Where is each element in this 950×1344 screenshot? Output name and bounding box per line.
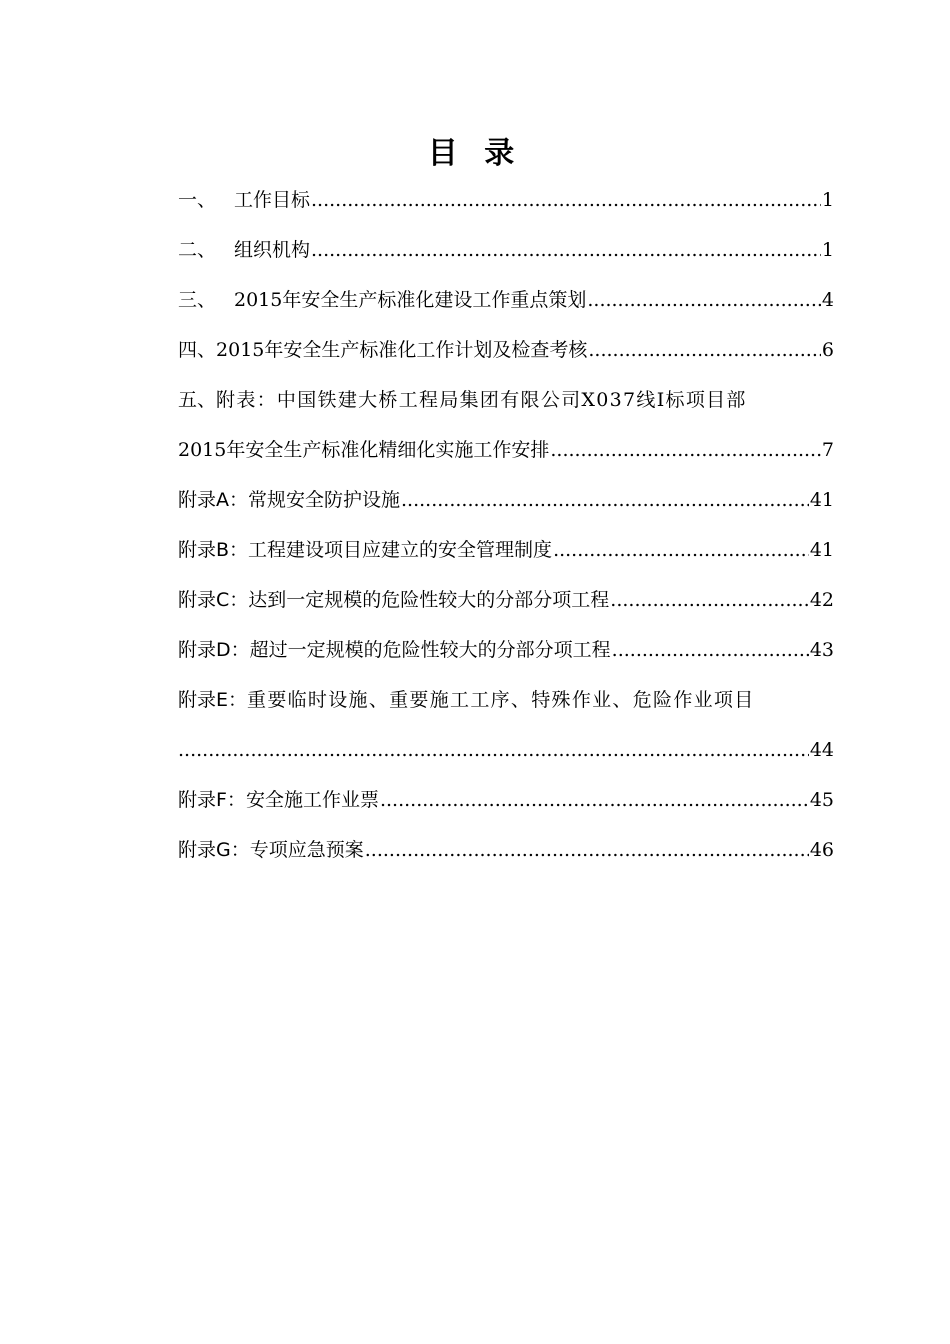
toc-entry-page: 43 bbox=[809, 639, 834, 661]
toc-entry-page: 46 bbox=[809, 839, 834, 861]
toc-entry-number: 四、 bbox=[178, 339, 217, 361]
toc-entry-page: 7 bbox=[821, 439, 834, 461]
dot-leader bbox=[311, 182, 821, 218]
toc-entry-page: 1 bbox=[821, 189, 834, 211]
toc-entry-label: 组织机构 bbox=[234, 239, 311, 261]
toc-entry-1[interactable] bbox=[178, 182, 834, 232]
appendix-prefix: 附录B： bbox=[178, 539, 249, 561]
dot-leader bbox=[311, 232, 821, 268]
toc-entry-label: 常规安全防护设施 bbox=[248, 489, 401, 511]
toc-entry-label: 附表：中国铁建大桥工程局集团有限公司X037线I标项目部 bbox=[216, 389, 747, 411]
toc-appendix-g[interactable] bbox=[178, 832, 834, 882]
toc-entry-page: 6 bbox=[821, 339, 834, 361]
toc-entry-page: 45 bbox=[809, 789, 834, 811]
toc-entry-number: 三、 bbox=[178, 289, 217, 311]
toc-appendix-a[interactable] bbox=[178, 482, 834, 532]
toc-entry-label: 重要临时设施、重要施工工序、特殊作业、危险作业项目 bbox=[247, 689, 755, 711]
dot-leader bbox=[553, 532, 809, 568]
toc-entry-number: 五、 bbox=[178, 389, 217, 411]
toc-entry-label: 安全施工作业票 bbox=[245, 789, 379, 811]
toc-appendix-d[interactable] bbox=[178, 632, 834, 682]
toc-entry-number: 一、 bbox=[178, 189, 217, 211]
appendix-prefix: 附录G： bbox=[178, 839, 250, 861]
page-title: 目 录 bbox=[427, 136, 523, 171]
dot-leader bbox=[401, 482, 809, 518]
dot-leader bbox=[587, 282, 821, 318]
dot-leader bbox=[612, 632, 809, 668]
appendix-prefix: 附录E： bbox=[178, 689, 248, 711]
toc-entry-page: 41 bbox=[809, 539, 834, 561]
toc-appendix-f[interactable] bbox=[178, 782, 834, 832]
toc-entry-3[interactable] bbox=[178, 282, 834, 332]
toc-entry-label: 专项应急预案 bbox=[249, 839, 364, 861]
appendix-prefix: 附录F： bbox=[178, 789, 246, 811]
dot-leader bbox=[178, 732, 809, 768]
dot-leader bbox=[550, 432, 821, 468]
toc-entry-number: 二、 bbox=[178, 239, 217, 261]
appendix-prefix: 附录A： bbox=[178, 489, 248, 511]
dot-leader bbox=[588, 332, 821, 368]
dot-leader bbox=[610, 582, 809, 618]
toc-entry-label: 工作目标 bbox=[234, 189, 311, 211]
toc-entry-page: 42 bbox=[809, 589, 834, 611]
appendix-prefix: 附录D： bbox=[178, 639, 250, 661]
toc-entry-label: 2015年安全生产标准化工作计划及检查考核 bbox=[216, 339, 588, 361]
toc-entry-label: 达到一定规模的危险性较大的分部分项工程 bbox=[248, 589, 610, 611]
toc-entry-2[interactable] bbox=[178, 232, 834, 282]
toc-appendix-c[interactable] bbox=[178, 582, 834, 632]
toc-entry-5-line-2[interactable] bbox=[178, 432, 834, 482]
toc-entry-page: 44 bbox=[809, 739, 834, 761]
toc-entry-4[interactable] bbox=[178, 332, 834, 382]
toc-appendix-b[interactable] bbox=[178, 532, 834, 582]
table-of-contents bbox=[178, 182, 834, 882]
appendix-prefix: 附录C： bbox=[178, 589, 249, 611]
toc-entry-page: 1 bbox=[821, 239, 834, 261]
toc-entry-label: 2015年安全生产标准化建设工作重点策划 bbox=[234, 289, 587, 311]
toc-appendix-e-line-2[interactable] bbox=[178, 732, 834, 782]
toc-entry-label: 超过一定规模的危险性较大的分部分项工程 bbox=[249, 639, 611, 661]
toc-appendix-e-line-1[interactable] bbox=[178, 682, 834, 732]
dot-leader bbox=[380, 782, 809, 818]
toc-entry-label: 工程建设项目应建立的安全管理制度 bbox=[248, 539, 553, 561]
toc-entry-label: 2015年安全生产标准化精细化实施工作安排 bbox=[178, 439, 550, 461]
toc-entry-page: 41 bbox=[809, 489, 834, 511]
toc-entry-5-line-1[interactable] bbox=[178, 382, 834, 432]
dot-leader bbox=[365, 832, 809, 868]
toc-entry-page: 4 bbox=[821, 289, 834, 311]
